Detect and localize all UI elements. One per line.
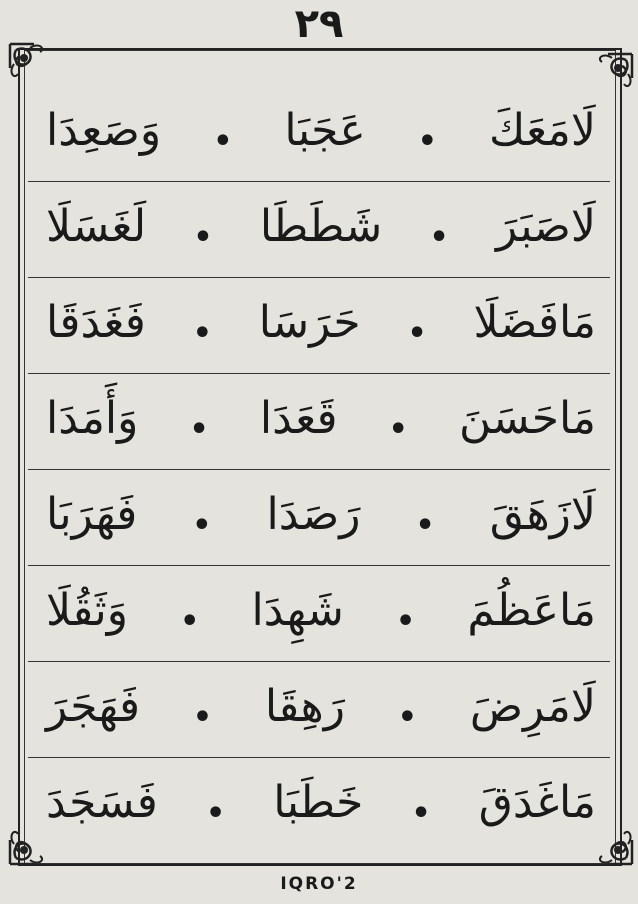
word-middle: رَصَدَا <box>266 488 361 540</box>
word-row <box>28 278 610 374</box>
word-right: مَاغَدَقَ <box>478 777 596 828</box>
word-right: مَاعَظُمَ <box>467 584 596 636</box>
separator-dot: • <box>397 699 417 735</box>
word-rows <box>28 86 610 862</box>
separator-dot: • <box>417 123 437 159</box>
word-middle: رَهِقَا <box>264 680 345 732</box>
separator-dot: • <box>388 411 408 447</box>
book-footer: IQRO'2 <box>280 874 358 894</box>
word-middle: عَجَبَا <box>284 104 366 156</box>
word-left: وَثَقُلَا <box>46 584 129 636</box>
word-right: لَامَرِضَ <box>469 680 596 732</box>
word-right: مَافَضَلَا <box>473 296 596 348</box>
word-middle: شَهِدَا <box>251 584 344 636</box>
separator-dot: • <box>415 507 435 543</box>
separator-dot: • <box>205 796 226 831</box>
word-row <box>28 662 610 758</box>
word-left: فَغَدَقَا <box>46 296 146 348</box>
word-row <box>28 566 610 662</box>
separator-dot: • <box>180 603 200 639</box>
word-middle: شَطَطَا <box>259 200 383 252</box>
word-left: وَصَعِدَا <box>46 104 162 156</box>
word-row <box>28 182 610 278</box>
separator-dot: • <box>407 315 427 351</box>
separator-dot: • <box>193 219 213 255</box>
separator-dot: • <box>429 219 449 255</box>
separator-dot: • <box>192 699 213 735</box>
separator-dot: • <box>213 123 233 159</box>
word-middle: خَطَبَا <box>273 777 364 828</box>
word-right: لَاصَبَرَ <box>495 200 596 252</box>
word-row <box>28 86 610 182</box>
word-right: مَاحَسَنَ <box>459 392 596 444</box>
word-row <box>28 758 610 854</box>
word-left: وَأَمَدَا <box>46 392 139 444</box>
word-row <box>28 374 610 470</box>
separator-dot: • <box>411 796 431 831</box>
separator-dot: • <box>192 507 212 543</box>
word-row <box>28 470 610 566</box>
word-middle: حَرَسَا <box>258 296 361 348</box>
word-right: لَازَهَقَ <box>489 488 596 540</box>
word-right: لَامَعَكَ <box>489 104 596 156</box>
word-left: فَهَرَبَا <box>46 488 138 540</box>
separator-dot: • <box>192 315 212 351</box>
separator-dot: • <box>189 411 209 447</box>
word-middle: قَعَدَا <box>259 392 338 444</box>
separator-dot: • <box>396 603 416 639</box>
word-left: فَسَجَدَ <box>46 777 158 828</box>
word-left: فَهَجَرَ <box>46 680 140 732</box>
page-number: ٢٩ <box>294 1 344 47</box>
word-left: لَغَسَلَا <box>46 200 147 252</box>
